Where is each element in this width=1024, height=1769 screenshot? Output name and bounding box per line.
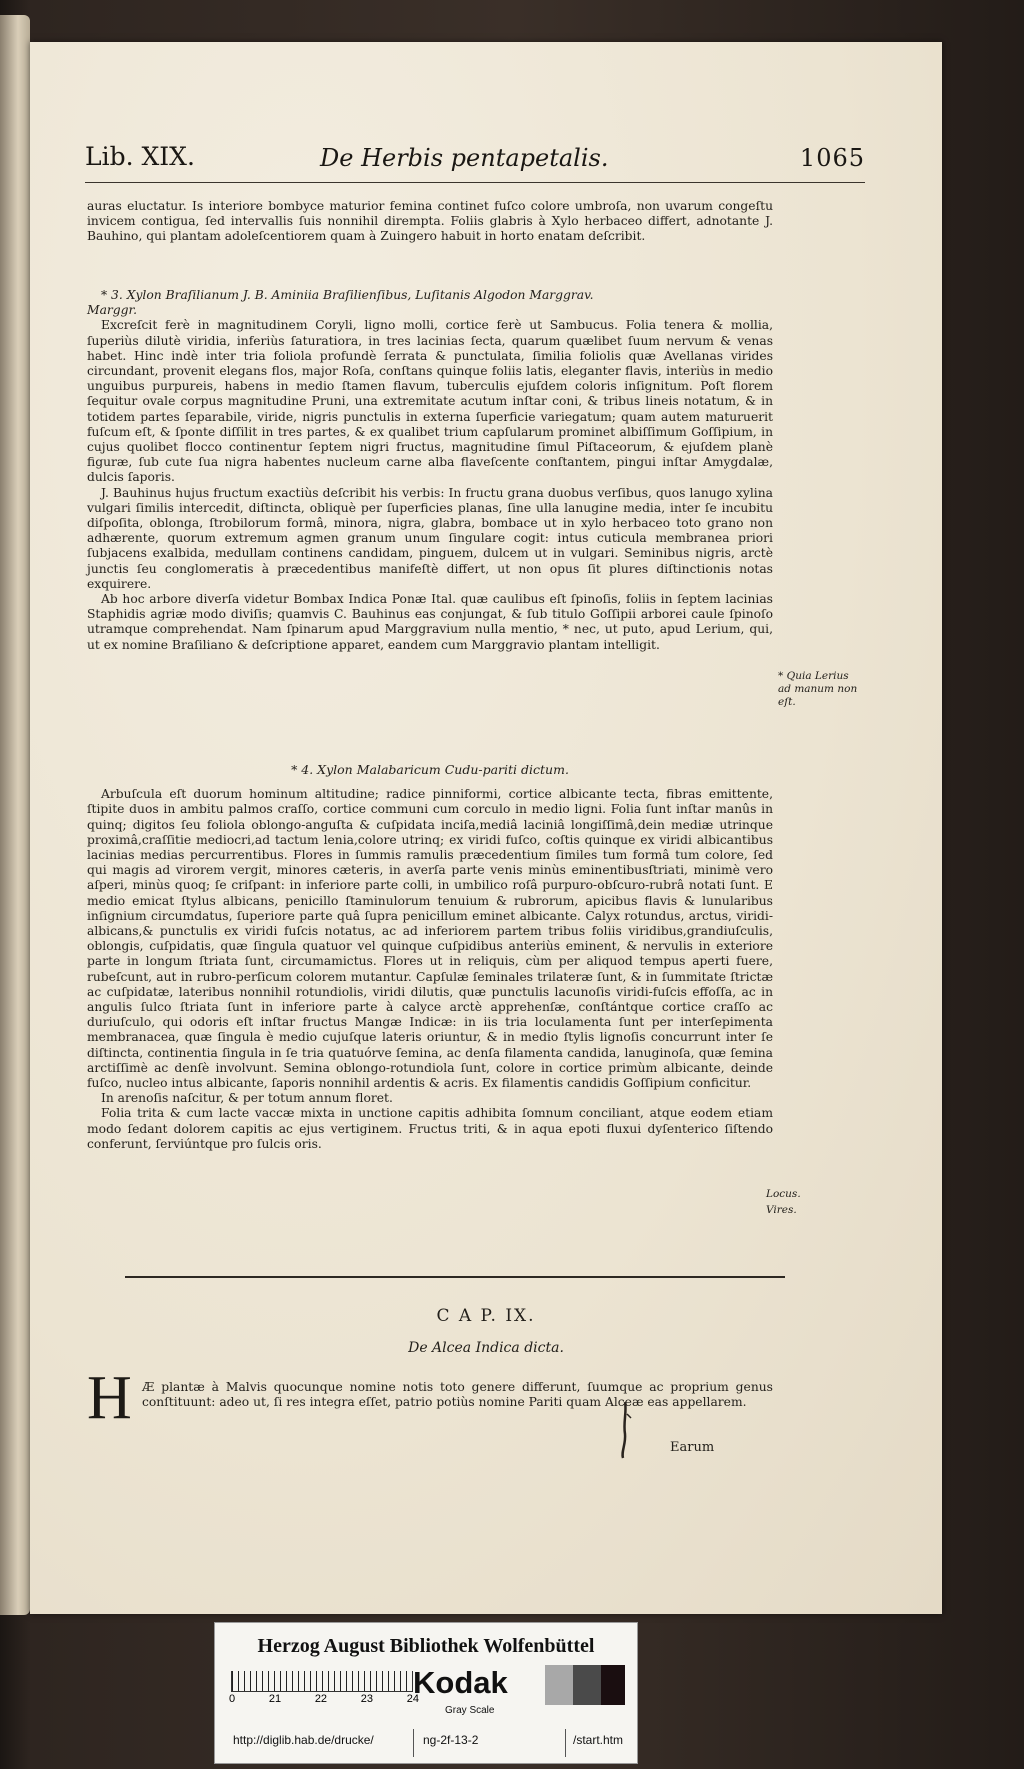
library-name: Herzog August Bibliothek Wolfenbüttel [257, 1635, 595, 1657]
catchword: Earum [670, 1440, 715, 1455]
side-note-vires: Vires. [766, 1204, 797, 1216]
ruler-numbers [229, 1693, 419, 1705]
ruler-number: 0 [229, 1693, 236, 1705]
opening-paragraph [87, 199, 773, 245]
section-3 [87, 288, 773, 653]
section-4-heading: * 4. Xylon Malabaricum Cudu-pariti dictum. [291, 762, 569, 777]
page-header [85, 142, 865, 183]
page-number: 1065 [799, 144, 865, 172]
section-3-heading: * 3. Xylon Braſilianum J. B. Aminiia Braſilienſibus, Luſitanis Algodon Marggrav. [101, 288, 594, 302]
library-url[interactable]: http://diglib.hab.de/drucke/ [233, 1733, 374, 1747]
paragraph: auras eluctatur. Is interiore bombyce maturior femina continet fuſco colore umbroſa, non uvarum congeſtu invicem contigua, ſed intervallis ſuis nonnihil dirempta. Foliis glabris à Xylo herbaceo differt, adnotante J. Bauhino, qui plantam adoleſcentiorem quam à Zuingero habuit in horto enatam deſcribit. [87, 199, 773, 244]
start-link[interactable]: /start.htm [573, 1733, 624, 1747]
kodak-logo: Kodak [413, 1665, 508, 1700]
section-3-sub: Marggr. [87, 303, 137, 318]
library-label [214, 1622, 638, 1764]
ink-mark [615, 1400, 635, 1460]
ruler-number: 24 [406, 1693, 419, 1705]
section-4 [87, 762, 773, 1152]
running-title: De Herbis pentapetalis. [320, 144, 609, 172]
ruler-number: 22 [314, 1693, 328, 1705]
paragraph: Æ plantæ à Malvis quocunque nomine notis toto genere differunt, ſuumque ac proprium genus conſtituunt: adeo ut, ſi res integra eſſet, patrio potiùs nomine Pariti quam Alceæ eas appellarem. [142, 1380, 773, 1410]
paragraph: J. Bauhinus hujus fructum exactiùs deſcribit his verbis: In fructu grana duobus verſibus, quos lanugo xylina vulgari ſimilis intercedit, diſtincta, obliquè per ſuperficies planas, ſine ulla lanugine media, inter ſe incubitu diſpoſita, oblonga, ſtrobilorum formâ, minora, nigra, glabra, bombace ut in xylo herbaceo toto grano non adhærente, quorum extremum agmen granum unum ſingulare cogit: intus cuticula membranea priori ſubjacens exalbida, medullam continens candidam, pinguem, dulcem ut in vulgari. Seminibus nigris, arctè junctis ſeu conglomeratis à præcedentibus manifeſtè differt, ut non opus ſit plures diſtinctionis notas exquirere. [87, 485, 773, 591]
label-divider [413, 1729, 414, 1757]
gray-swatch-light [545, 1665, 573, 1705]
ruler-number: 21 [268, 1693, 282, 1705]
chapter-title: C A P. IX. [436, 1306, 536, 1326]
paragraph: Excreſcit ferè in magnitudinem Coryli, ligno molli, cortice ferè ut Sambucus. Folia tenera & mollia, ſuperiùs dilutè viridia, inferiùs ſaturatiora, in tres lacinias ſecta, quarum quælibet ſuum nervum & venas habet. Hinc indè inter tria foliola profundè ſerrata & punctulata, ſimilia foliolis quæ Avellanas virides circundant, provenit elegans flos, major Roſa, conſtans quinque foliis latis, eleganter flavis, interiùs in medio unguibus purpureis, habens in medio ſtamen flavum, tuberculis ejuſdem coloris inſignitum. Poſt florem ſequitur ovale corpus magnitudine Pruni, una extremitate acutum inſtar coni, & tribus lineis notatum, & in totidem partes ſeparabile, viride, nigris punctulis in externa ſuperficie variegatum; quam autem maturuerit fuſcum eſt, & ſponte diſſilit in tres partes, & ex qualibet trium capſularum prominet albiſſimum Goſſipium, in cujus quolibet flocco continentur ſeptem nigri fructus, magnitudine ſimul Piſtaceorum, & ejuſdem planè figuræ, ſub cute ſua nigra habentes nucleum carne alba flaveſcente conſtantem, pingui inſtar Amygdalæ, dulcis ſaporis. [87, 318, 773, 485]
book-number: Lib. XIX. [85, 142, 195, 171]
label-divider [565, 1729, 566, 1757]
section-rule [125, 1276, 785, 1278]
side-note-lerius: * Quia Lerius ad manum non eſt. [778, 670, 858, 708]
drop-capital: H [87, 1364, 132, 1432]
gray-swatch-dark [573, 1665, 601, 1705]
ruler-number: 23 [360, 1693, 374, 1705]
shelfmark: ng-2f-13-2 [423, 1733, 479, 1747]
side-note-locus: Locus. [766, 1188, 801, 1200]
left-page-edge [0, 15, 30, 1615]
paragraph: Ab hoc arbore diverſa videtur Bombax Indica Ponæ Ital. quæ caulibus eſt ſpinoſis, foliis in ſeptem lacinias Staphidis agriæ modo diviſis; quamvis C. Bauhinus eas conjungat, & ſub titulo Goſſipii arborei caule ſpinoſo utramque comprehendat. Nam ſpinarum apud Marggravium nulla mentio, * nec, ut puto, apud Lerium, qui, ut ex nomine Braſiliano & deſcriptione apparet, eandem cum Marggravio plantam intelligit. [87, 592, 773, 652]
scale-ruler [231, 1671, 413, 1692]
gray-swatch-black [601, 1665, 625, 1705]
book-page [30, 42, 942, 1614]
vires-paragraph: Folia trita & cum lacte vaccæ mixta in unctione capitis adhibita ſomnum conciliant, atque eodem etiam modo ſedant dolorem capitis ac ejus vertiginem. Fructus triti, & in aqua epoti fluxui dyſenterico ſiſtendo conferunt, ſerviúntque pro ſulcis oris. [87, 1106, 773, 1151]
chapter-intro [142, 1380, 773, 1410]
gray-scale-label: Gray Scale [445, 1705, 495, 1716]
paragraph: Arbuſcula eſt duorum hominum altitudine; radice pinniformi, cortice albicante tecta, fibras emittente, ſtipite duos in ambitu palmos craſſo, cortice communi cum corculo in medio ligni. Folia ſunt inſtar manûs in quinq; digitos ſeu foliola oblongo-anguſta & cuſpidata inciſa,mediâ laciniâ longiſſimâ,dein mediæ utrinque proximâ,craſſitie mediocri,ad tactum lenia,colore utrinq; ex viridi fuſco, coſtis quinque ex viridi albicantibus lacinias medias percurrentibus. Flores in ſummis ramulis præcedentium ſimiles tum formâ tum colore, ſed qui magis ad virorem vergit, minores cæteris, in averſa parte venis minùs eminentibusſtriati, minimè vero aſperi, minùs quoq; ſe criſpant: in inferiore parte colli, in umbilico roſâ purpuro-obſcuro-rubrâ notati ſunt. E medio emicat ſtylus albicans, penicillo ſtaminulorum tenuium & rubrorum, apicibus flavis & lunularibus inſignium circumdatus, ſuperiore parte quâ ſupra penicillum eminet albicante. Calyx rotundus, arctus, viridi-albicans,& punctulis ex viridi fuſcis notatus, ac ad inferiorem partem tribus foliis viridibus,grandiuſculis, oblongis, cuſpidatis, quæ ſingula quatuor vel quinque cuſpidibus anteriùs eminent, & nervulis in exteriore parte in longum ſtriata ſunt, circumamictus. Flores ut in reliquis, cùm per aliquod tempus aperti fuere, rubeſcunt, aut in rubro-perſicum colorem mutantur. Capſulæ ſeminales trilateræ ſunt, & in ſummitate ſtrictæ ac cuſpidatæ, lateribus nonnihil rotundiolis, viridi dilutis, quæ punctulis lacunoſis viridi-fuſcis effoſſa, ac in angulis ſulco ſtriata ſunt in inferiore parte à calyce arctè apprehenſæ, conſtántque cortice craſſo ac duriuſculo, qui odoris eſt inſtar fructus Mangæ Indicæ: in iis tria loculamenta ſunt per interſepimenta membranacea, quæ ſingula è medio cujuſque lateris oriuntur, & in medio ſtylis lignoſis concurrunt inter ſe diſtincta, continentia ſingula in ſe tria quatuórve ſemina, ac denſa filamenta candida, lanuginoſa, quæ ſemina arctiſſimè ac denſè involvunt. Semina oblongo-rotundiola ſunt, colore in cortice primùm albicante, deinde fuſco, nucleo intus albicante, ſaporis nonnihil ardentis & acris. Ex filamentis candidis Goſſipium conficitur. [87, 787, 773, 1091]
locus-paragraph: In arenoſis naſcitur, & per totum annum floret. [101, 1091, 393, 1106]
chapter-subtitle: De Alcea Indica dicta. [408, 1340, 564, 1356]
